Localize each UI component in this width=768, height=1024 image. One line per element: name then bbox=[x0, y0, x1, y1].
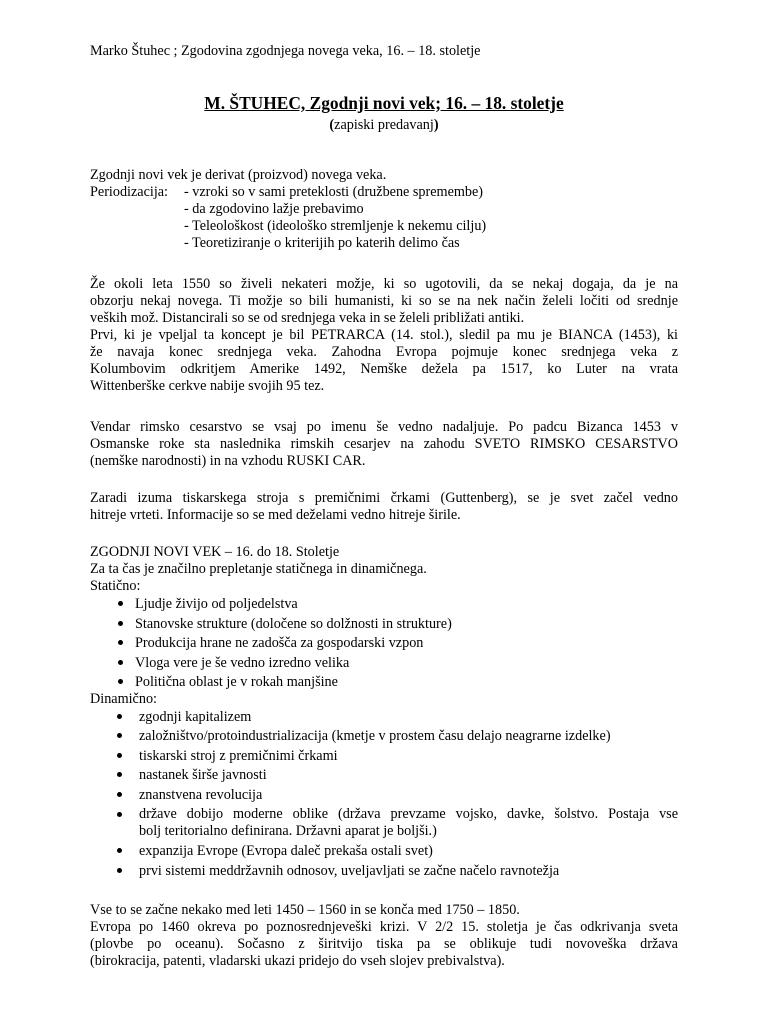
bullet-icon bbox=[117, 733, 122, 738]
paragraph-line: Wittenberške cerkve nabije svojih 95 tez. bbox=[90, 378, 325, 394]
paragraph-empire bbox=[90, 419, 678, 470]
subtitle-close-paren: ) bbox=[433, 117, 439, 133]
list-item bbox=[90, 634, 678, 654]
list-item-text: nastanek širše javnosti bbox=[139, 767, 267, 783]
paragraph-line: Prvi, ki je vpeljal ta koncept je bil PETRARCA (14. stol.), sledil pa mu je BIANCA (1453), ki bbox=[90, 327, 678, 343]
section-intro-line: Za ta čas je značilno prepletanje statičnega in dinamičnega. bbox=[90, 561, 427, 577]
paragraph-line: Že okoli leta 1550 so živeli nekateri možje, ki so ugotovili, da se nekaj dogaja, da je na bbox=[90, 276, 678, 292]
paragraph-line: Evropa po 1460 okreva po poznosrednjeveški krizi. V 2/2 15. stoletja je čas odkrivanja sveta bbox=[90, 919, 678, 935]
bullet-icon bbox=[117, 848, 122, 853]
list-item-text: Stanovske strukture (določene so dolžnosti in strukture) bbox=[135, 615, 452, 632]
bullet-icon bbox=[117, 753, 122, 758]
bullet-icon bbox=[118, 640, 123, 645]
list-item-text: Politična oblast je v rokah manjšine bbox=[135, 674, 338, 690]
bullet-icon bbox=[117, 792, 122, 797]
bullet-icon bbox=[117, 772, 122, 777]
list-item-text: založništvo/protoindustrializacija (kmetje v prostem času delajo neagrarne izdelke) bbox=[139, 728, 611, 744]
list-item-text: države dobijo moderne oblike (država prevzame vojsko, davke, šolstvo. Postaja vse bbox=[139, 806, 678, 822]
list-item-text: prvi sistemi meddržavnih odnosov, uveljavljati se začne načelo ravnotežja bbox=[139, 862, 560, 879]
list-item bbox=[90, 766, 678, 786]
list-item-text: bolj teritorialno definirana. Državni aparat je boljši.) bbox=[139, 823, 437, 839]
list-item bbox=[90, 806, 678, 840]
list-item-text: Produkcija hrane ne zadošča za gospodarski vzpon bbox=[135, 635, 424, 651]
dynamic-label: Dinamično: bbox=[90, 690, 157, 707]
paragraph-printing bbox=[90, 490, 678, 524]
bullet-icon bbox=[117, 812, 122, 817]
intro-block bbox=[90, 167, 678, 252]
periodization-row bbox=[90, 184, 678, 201]
list-item-text: zgodnji kapitalizem bbox=[139, 708, 252, 725]
periodization-item: - da zgodovino lažje prebavimo bbox=[184, 201, 364, 217]
paragraph-line: (birokracija, patenti, vladarski ukazi pridejo do vseh slojev prebivalstva). bbox=[90, 953, 505, 969]
subtitle-text: zapiski predavanj bbox=[334, 117, 434, 133]
list-item bbox=[90, 842, 678, 862]
list-item bbox=[90, 862, 678, 882]
dynamic-list bbox=[90, 708, 678, 882]
list-item bbox=[90, 673, 678, 693]
list-item-text: expanzija Evrope (Evropa daleč prekaša ostali svet) bbox=[139, 843, 433, 859]
periodization-item: - Teleološkost (ideološko stremljenje k nekemu cilju) bbox=[184, 218, 487, 234]
paragraph-timeline bbox=[90, 902, 678, 970]
list-item bbox=[90, 654, 678, 674]
paragraph-line: veških mož. Distancirali so se od srednjega veka in se želeli približati antiki. bbox=[90, 310, 525, 326]
periodization-item: - vzroki so v sami preteklosti (družbene spremembe) bbox=[184, 184, 484, 200]
list-item bbox=[90, 595, 678, 615]
intro-line: Zgodnji novi vek je derivat (proizvod) novega veka. bbox=[90, 167, 387, 183]
section-heading: ZGODNJI NOVI VEK – 16. do 18. Stoletje bbox=[90, 544, 340, 560]
paragraph-line: (plovbe po oceanu). Sočasno z širitvijo tiska pa se oblikuje tudi novoveška država bbox=[90, 936, 678, 952]
bullet-icon bbox=[118, 660, 123, 665]
list-item-text: znanstvena revolucija bbox=[139, 786, 263, 803]
subtitle-open-paren: ( bbox=[329, 117, 335, 133]
bullet-icon bbox=[117, 868, 122, 873]
paragraph-line: Zaradi izuma tiskarskega stroja s premičnimi črkami (Guttenberg), se je svet začel vedno bbox=[90, 490, 678, 506]
section-early-modern bbox=[90, 544, 678, 881]
paragraph-line: obzorju nekaj novega. Ti možje so bili humanisti, ki so se na nek način želeli ločiti od srednje bbox=[90, 293, 678, 309]
paragraph-line: Osmanske roke sta naslednika rimskih cesarjev na zahodu SVETO RIMSKO CESARSTVO bbox=[90, 436, 678, 452]
list-item bbox=[90, 747, 678, 767]
list-item-text: Vloga vere je še vedno izredno velika bbox=[135, 654, 350, 671]
paragraph-humanists bbox=[90, 276, 678, 395]
list-item bbox=[90, 727, 678, 747]
bullet-icon bbox=[118, 601, 123, 606]
bullet-icon bbox=[118, 621, 123, 626]
bullet-icon bbox=[118, 679, 123, 684]
list-item bbox=[90, 708, 678, 728]
periodization-item: - Teoretiziranje o kriterijih po katerih delimo čas bbox=[184, 235, 460, 251]
paragraph-line: Vse to se začne nekako med leti 1450 – 1560 in se konča med 1750 – 1850. bbox=[90, 902, 520, 918]
document-title: M. ŠTUHEC, Zgodnji novi vek; 16. – 18. stoletje bbox=[204, 93, 564, 113]
document-subtitle bbox=[90, 117, 678, 134]
static-label: Statično: bbox=[90, 578, 141, 594]
paragraph-line: Kolumbovim odkritjem Amerike 1492, Nemške dežela pa 1517, ko Luter na vrata bbox=[90, 361, 678, 377]
paragraph-line: že navaja konec srednjega veka. Zahodna Evropa pojmuje konec srednjega veka z bbox=[90, 344, 678, 360]
list-item bbox=[90, 786, 678, 806]
static-list bbox=[90, 595, 678, 693]
list-item-text: tiskarski stroj z premičnimi črkami bbox=[139, 747, 338, 764]
paragraph-line: Vendar rimsko cesarstvo se vsaj po imenu še vedno nadaljuje. Po padcu Bizanca 1453 v bbox=[90, 419, 678, 435]
list-item bbox=[90, 615, 678, 635]
paragraph-line: hitreje vrteti. Informacije so se med deželami vedno hitreje širile. bbox=[90, 507, 461, 523]
periodization-label: Periodizacija: bbox=[90, 184, 168, 200]
bullet-icon bbox=[117, 714, 122, 719]
running-header: Marko Štuhec ; Zgodovina zgodnjega novega veka, 16. – 18. stoletje bbox=[90, 43, 481, 59]
paragraph-line: (nemške narodnosti) in na vzhodu RUSKI CAR. bbox=[90, 453, 366, 469]
list-item-text: Ljudje živijo od poljedelstva bbox=[135, 596, 298, 612]
